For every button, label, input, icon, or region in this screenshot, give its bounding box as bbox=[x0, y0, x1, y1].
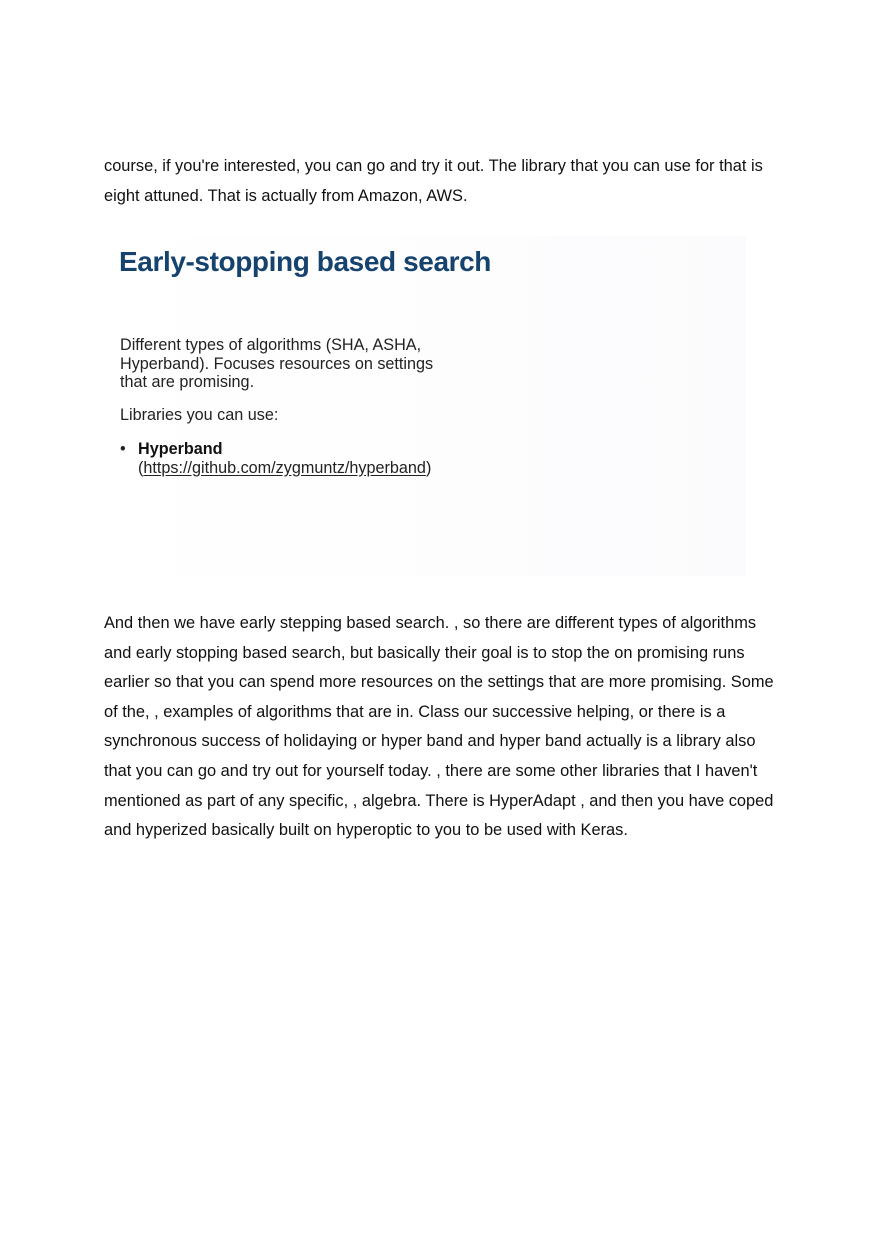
slide-image bbox=[106, 236, 746, 576]
slide-libraries-heading: Libraries you can use: bbox=[120, 406, 279, 424]
slide-library-list bbox=[120, 440, 440, 477]
slide-title: Early-stopping based search bbox=[119, 246, 491, 277]
intro-paragraph: course, if you're interested, you can go and try it out. The library that you can use for that is eight attuned. That is actually from Amazon, AWS. bbox=[104, 157, 763, 205]
library-open-paren: ( bbox=[138, 458, 144, 477]
library-link[interactable]: https://github.com/zygmuntz/hyperband bbox=[143, 458, 426, 477]
slide-description: Different types of algorithms (SHA, ASHA, Hyperband). Focuses resources on settings that are promising. bbox=[120, 336, 434, 391]
library-item bbox=[120, 440, 440, 477]
body-paragraph: And then we have early stepping based search. , so there are different types of algorithms and early stopping based search, but basically their goal is to stop the on promising runs earlier so that you can spend more resources on the settings that are more promising. Some of the, , examples of algorithms that are in. Class our successive helping, or there is a synchronous success of holidaying or hyper band and hyper band actually is a library also that you can go and try out for yourself today. , there are some other libraries that I haven't mentioned as part of any specific, , algebra. There is HyperAdapt , and then you have coped and hyperized basically built on hyperoptic to you to be used with Keras. bbox=[104, 614, 774, 840]
bullet-icon: • bbox=[120, 440, 126, 458]
library-name: Hyperband bbox=[138, 440, 223, 458]
library-close-paren: ) bbox=[425, 458, 432, 477]
